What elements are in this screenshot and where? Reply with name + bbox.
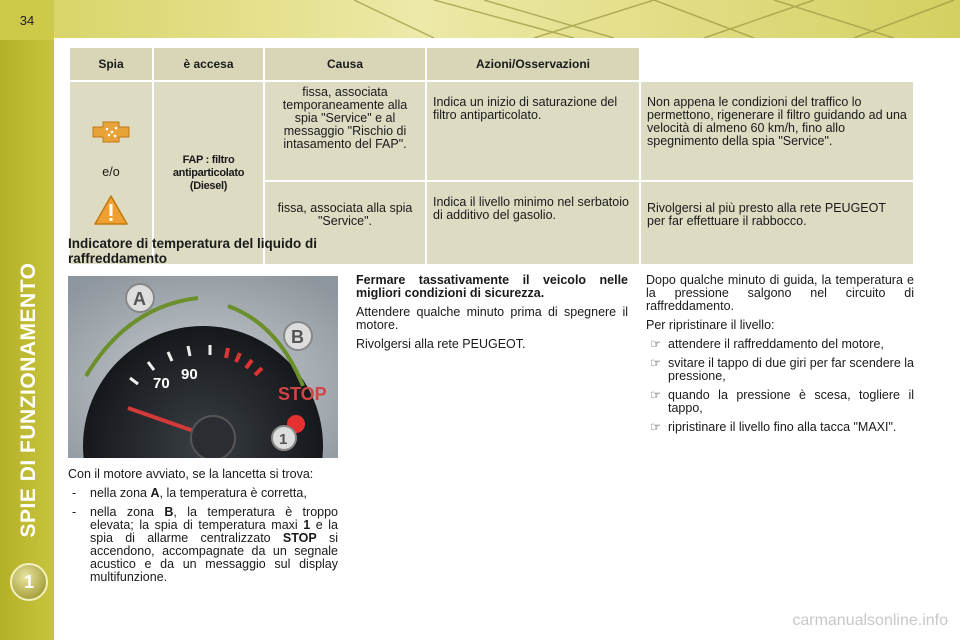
col3-item: ☞ attendere il raffreddamento del motore, xyxy=(650,337,884,351)
col3-item: ☞ ripristinare il livello fino alla tacca "MAXI". xyxy=(650,420,897,434)
temperature-gauge-image xyxy=(68,276,338,458)
row1-accesa: fissa, associata temporaneamente alla spia "Service" e al messaggio "Rischio di intasamento del FAP". xyxy=(265,82,425,180)
pointer-icon: ☞ xyxy=(650,356,662,370)
warning-name-cell: FAP : filtro antiparticolato (Diesel) xyxy=(154,82,263,264)
col2-p2: Rivolgersi alla rete PEUGEOT. xyxy=(356,337,526,351)
row1-causa: Indica un inizio di saturazione del filtro antiparticolato. xyxy=(427,82,639,180)
col1-item-b: - nella zona B, la temperatura è troppo elevata; la spia di temperatura maxi 1 e la spia di allarme centralizzato STOP si accendono, accompagnate da un segnale acustico e da un messaggio sul display multifunzione. xyxy=(72,505,338,584)
chapter-badge: 1 xyxy=(10,563,48,601)
gauge-label-b: B xyxy=(291,327,304,347)
page-number: 34 xyxy=(0,0,54,40)
decorative-pattern xyxy=(54,0,960,38)
warning-table xyxy=(68,46,915,266)
column-right xyxy=(646,274,914,440)
row2-causa: Indica il livello minimo nel serbatoio di additivo del gasolio. xyxy=(427,182,639,264)
col1-item-a: - nella zona A, la temperatura è corretta, xyxy=(72,486,307,500)
chapter-title: SPIE DI FUNZIONAMENTO xyxy=(17,262,40,538)
gauge-label-1: 1 xyxy=(279,431,288,448)
footer-watermark: carmanualsonline.info xyxy=(792,612,948,629)
header-accesa: è accesa xyxy=(154,48,263,80)
warning-triangle-icon xyxy=(92,193,130,227)
column-left xyxy=(68,468,338,590)
particle-filter-icon xyxy=(89,117,133,147)
header-azioni: Azioni/Osservazioni xyxy=(427,48,639,80)
col3-item: ☞ quando la pressione è scesa, togliere il tappo, xyxy=(650,388,914,415)
gauge-tick-90: 90 xyxy=(181,366,198,383)
row1-azioni: Non appena le condizioni del traffico lo permettono, rigenerare il filtro guidando ad una velocità di almeno 60 km/h, fino allo spegnimento della spia "Service". xyxy=(641,82,913,180)
col3-item: ☞ svitare il tappo di due giri per far scendere la pressione, xyxy=(650,356,914,383)
header-spia: Spia xyxy=(70,48,152,80)
gauge-label-a: A xyxy=(133,289,146,309)
section-title: Indicatore di temperatura del liquido di raffreddamento xyxy=(68,236,318,266)
header-causa: Causa xyxy=(265,48,425,80)
col3-p1: Dopo qualche minuto di guida, la temperatura e la pressione salgono nel circuito di raffreddamento. xyxy=(646,273,914,313)
pointer-icon: ☞ xyxy=(650,420,662,434)
row2-accesa: fissa, associata alla spia "Service". xyxy=(265,182,425,264)
row2-azioni: Rivolgersi al più presto alla rete PEUGEOT per far effettuare il rabbocco. xyxy=(641,182,913,264)
gauge-tick-70: 70 xyxy=(153,375,170,392)
col1-intro: Con il motore avviato, se la lancetta si trova: xyxy=(68,467,314,481)
col3-p2: Per ripristinare il livello: xyxy=(646,318,775,332)
gauge-stop-label: STOP xyxy=(278,384,327,404)
header-decoration xyxy=(54,0,960,38)
icon-connector: e/o xyxy=(102,164,120,179)
pointer-icon: ☞ xyxy=(650,337,662,351)
column-middle xyxy=(356,274,628,357)
pointer-icon: ☞ xyxy=(650,388,662,402)
col2-warning: Fermare tassativamente il veicolo nelle migliori condizioni di sicurezza. xyxy=(356,273,628,300)
col2-p1: Attendere qualche minuto prima di spegnere il motore. xyxy=(356,305,628,332)
